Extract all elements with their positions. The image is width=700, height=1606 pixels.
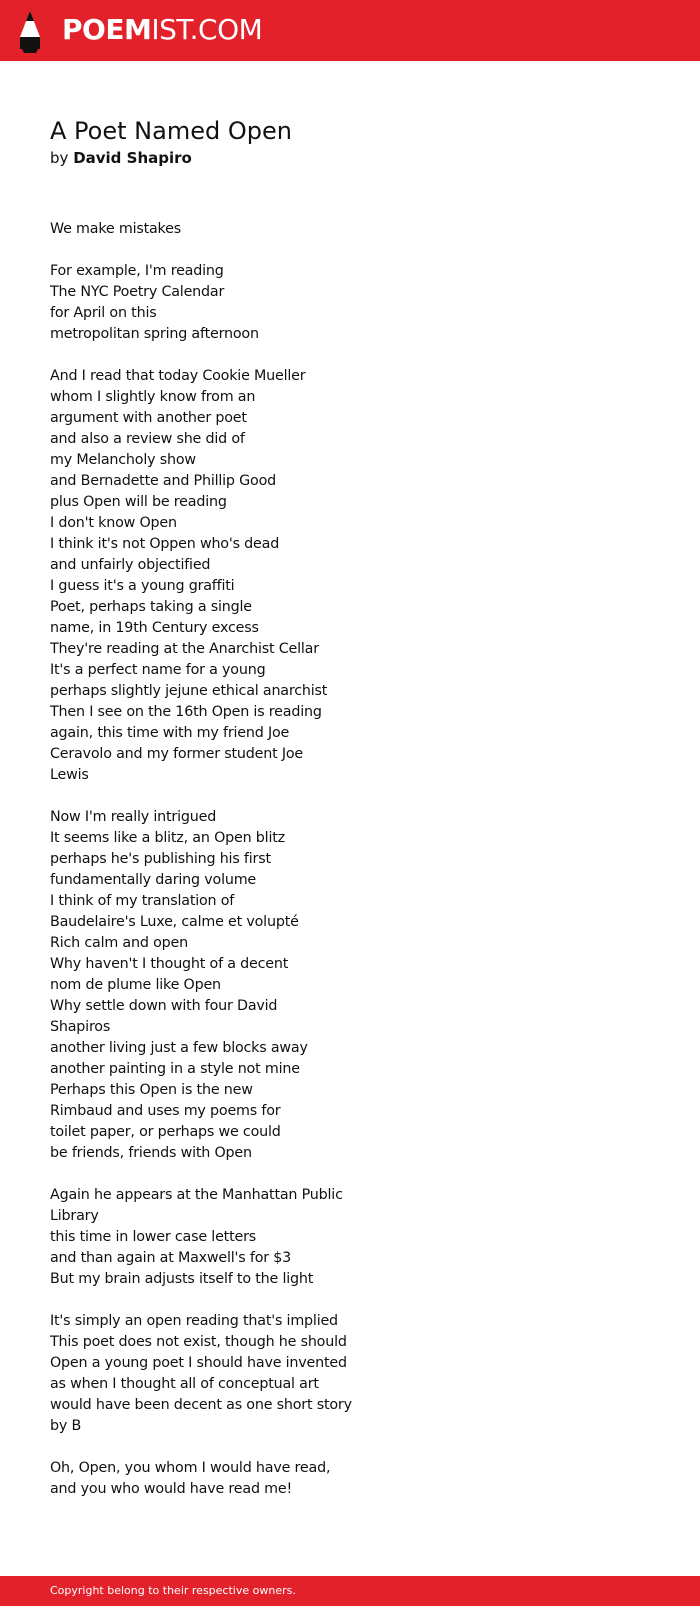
poem-line: perhaps slightly jejune ethical anarchist bbox=[50, 683, 328, 699]
poem-line: Open a young poet I should have invented bbox=[50, 1355, 347, 1371]
site-footer bbox=[0, 1576, 700, 1606]
poem-line: another living just a few blocks away bbox=[50, 1040, 308, 1056]
logo-light-text: IST.COM bbox=[151, 13, 263, 46]
footer-copyright: Copyright belong to their respective owners. bbox=[50, 1584, 296, 1597]
poem-line: Again he appears at the Manhattan Public bbox=[50, 1187, 343, 1203]
poem-line: Library bbox=[50, 1208, 99, 1224]
poem-line: metropolitan spring afternoon bbox=[50, 326, 259, 342]
poem-line: plus Open will be reading bbox=[50, 494, 227, 510]
poem-line: Rich calm and open bbox=[50, 935, 188, 951]
poem-line: Rimbaud and uses my poems for bbox=[50, 1103, 281, 1119]
poem-line: Then I see on the 16th Open is reading bbox=[50, 704, 322, 720]
poem-line: They're reading at the Anarchist Cellar bbox=[50, 641, 319, 657]
poem-line: be friends, friends with Open bbox=[50, 1145, 252, 1161]
poem-line: and also a review she did of bbox=[50, 431, 245, 447]
poem-stanza bbox=[50, 261, 650, 345]
poem-stanza bbox=[50, 366, 650, 786]
poem-body bbox=[50, 219, 650, 1521]
poem-stanza bbox=[50, 807, 650, 1164]
poem-line: For example, I'm reading bbox=[50, 263, 224, 279]
poem-line: I guess it's a young graffiti bbox=[50, 578, 235, 594]
poem-line: I think of my translation of bbox=[50, 893, 235, 909]
by-label: by bbox=[50, 149, 69, 167]
poem-stanza bbox=[50, 1458, 650, 1500]
poem-line: I don't know Open bbox=[50, 515, 177, 531]
pencil-tip-icon[interactable] bbox=[17, 9, 43, 53]
poem-line: It's a perfect name for a young bbox=[50, 662, 266, 678]
poem-line: again, this time with my friend Joe bbox=[50, 725, 290, 741]
poem-line: would have been decent as one short story bbox=[50, 1397, 352, 1413]
poem-line: another painting in a style not mine bbox=[50, 1061, 300, 1077]
poem-line: and you who would have read me! bbox=[50, 1481, 293, 1497]
poem-line: perhaps he's publishing his first bbox=[50, 851, 271, 867]
poem-line: Perhaps this Open is the new bbox=[50, 1082, 253, 1098]
poem-line: Shapiros bbox=[50, 1019, 111, 1035]
poem-line: and Bernadette and Phillip Good bbox=[50, 473, 276, 489]
poem-line: It seems like a blitz, an Open blitz bbox=[50, 830, 285, 846]
poem-line: But my brain adjusts itself to the light bbox=[50, 1271, 314, 1287]
poem-line: nom de plume like Open bbox=[50, 977, 221, 993]
poem-line: I think it's not Oppen who's dead bbox=[50, 536, 280, 552]
poem-stanza bbox=[50, 219, 650, 240]
poem-line: Now I'm really intrigued bbox=[50, 809, 217, 825]
poem-stanza bbox=[50, 1185, 650, 1290]
poem-line: And I read that today Cookie Mueller bbox=[50, 368, 306, 384]
poem-line: toilet paper, or perhaps we could bbox=[50, 1124, 281, 1140]
poem-line: Oh, Open, you whom I would have read, bbox=[50, 1460, 331, 1476]
poem-line: We make mistakes bbox=[50, 221, 181, 237]
poem-line: Baudelaire's Luxe, calme et volupté bbox=[50, 914, 299, 930]
poem-line: argument with another poet bbox=[50, 410, 247, 426]
poem-byline bbox=[50, 147, 192, 169]
poem-line: by B bbox=[50, 1418, 82, 1434]
poem-line: fundamentally daring volume bbox=[50, 872, 257, 888]
poem-line: It's simply an open reading that's implied bbox=[50, 1313, 338, 1329]
site-logo[interactable] bbox=[62, 12, 262, 48]
site-header bbox=[0, 0, 700, 61]
poem-line: Why haven't I thought of a decent bbox=[50, 956, 289, 972]
poem-title: A Poet Named Open bbox=[50, 117, 292, 145]
poem-line: Lewis bbox=[50, 767, 89, 783]
poem-line: this time in lower case letters bbox=[50, 1229, 256, 1245]
poem-line: This poet does not exist, though he should bbox=[50, 1334, 347, 1350]
author-name: David Shapiro bbox=[73, 149, 192, 167]
poem-stanza bbox=[50, 1311, 650, 1437]
poem-line: The NYC Poetry Calendar bbox=[50, 284, 225, 300]
poem-line: as when I thought all of conceptual art bbox=[50, 1376, 319, 1392]
poem-line: whom I slightly know from an bbox=[50, 389, 256, 405]
poem-line: for April on this bbox=[50, 305, 157, 321]
logo-bold-text: POEM bbox=[62, 13, 152, 46]
poem-line: and unfairly objectified bbox=[50, 557, 211, 573]
poem-line: Poet, perhaps taking a single bbox=[50, 599, 252, 615]
poem-line: my Melancholy show bbox=[50, 452, 196, 468]
poem-line: and than again at Maxwell's for $3 bbox=[50, 1250, 292, 1266]
poem-line: Why settle down with four David bbox=[50, 998, 278, 1014]
poem-line: Ceravolo and my former student Joe bbox=[50, 746, 303, 762]
poem-line: name, in 19th Century excess bbox=[50, 620, 259, 636]
